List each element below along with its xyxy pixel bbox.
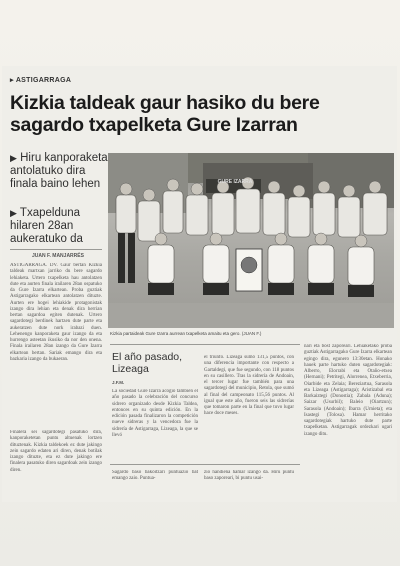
article-column-3-foot: zio handiena hamar izango da. Hiru puntu baso zaporeari, bi puntu usai- (204, 470, 294, 482)
subheadline-2-text: Txapelduna hilaren 28an aukeratuko da (10, 207, 83, 245)
subheadline-1 (10, 152, 110, 191)
subheadline-1-text: Hiru kanporaketa antolatuko dira finala baino lehen (10, 152, 108, 190)
divider (10, 249, 102, 250)
box-title-line-1: El año pasado, (112, 351, 183, 363)
group-photo (108, 153, 394, 328)
box-title-line-2: Lizeaga (112, 363, 149, 375)
headline (10, 92, 390, 136)
box-column-1: La sociedad Gure Izarra acogió también el año pasado la celebración del concurso sidrero organizado desde Kizkia Taldea, entonces en su quinta edición. En la edición pasada finalizaron la competición nueve sidreras y la vencedora fue la sidrería de Astigarraga, Lizeaga, la que se llevó (112, 389, 198, 438)
article-column-1: ASTIGARRAGA. DV. Gaur bertan Kizkia taldeak martxan jarriko du bere sagardo lehiaketa. Urtero txapelketa hau antolatzen dute eta aurten finala irailaren 28an ospatuko da Gure Izarra elkartean. Proba guztiak Astigarragako elkartean antolatzen dituzte. Aurten ere hogei lehiakide protagonistak izango dira lehian eta denak dira herrian bertan sagardoa egiten dutenak. Urtero sagardotegi berdinek hartzen dute parte eta aukeratzen dute nork irabazi duen. Lehenengo kanporaketa gaur izango da eta hurrengo asteetan ikusiko da nor den onena. Finala irailaren 28an izango da Gure Izarra elkartean bertan. Sariak emango dira eta bazkaria izango da bukaeran. (10, 263, 102, 362)
section-name: ASTIGARRAGA (15, 77, 72, 84)
photo-caption: Kizkia partaideak Gure Izarra aurrean txapelketa amaitu eta gero. (JUAN F.) (110, 331, 262, 336)
box-byline: J.F.M. (112, 380, 125, 385)
article-column-1-continued: Finalera sei sagardotegi pasatuko dira, kanporaketetan puntu altuenak lortzen dituztenak. Kizkia taldekoek ez dute jakingo zein sagardo edaten ari diren, denak botilak izango dituzte, eta ez dute jakingo ere finalera pasatuko diren sagardoak zein izango diren. (10, 430, 102, 473)
box-column-2: el triunfo. Lizeaga sumó 131,5 puntos, con una diferencia importante con respecto a Gartaldegi, que fue segundo, con 118 puntos en su casillero. Tras la sidrería de Andoain, el tercer lugar fue también para una sagardotegi del municipio, Retola, que sumó al final del campeonato 115,56 puntos. Al igual que este año, fueron seis las sidrerías que tomaron parte en la final que tuvo lugar hace doce meses. (204, 355, 294, 417)
box-rule-bottom (110, 464, 300, 465)
section-label: ▸ ASTIGARRAGA (10, 77, 72, 84)
article-column-2-foot: Sagardo baso bakoitzari puntuazio bat emango zaio. Puntua- (112, 470, 198, 482)
arrow-icon: ▶ (10, 153, 17, 163)
byline: JUAN F. MANJARRÉS (32, 253, 84, 259)
subheadline-2 (10, 207, 110, 246)
arrow-icon: ▶ (10, 208, 17, 218)
box-rule-top (110, 344, 300, 345)
headline-line-2: sagardo txapelketa Gure Izarran (10, 114, 298, 136)
photo-sign-text: GURE IZARRA (217, 179, 253, 185)
article-column-4: nari eta bost zaporeari. Lehiaketako proba guztiak Astigarragako Gure Izarra elkartean egingo dira, egunero 13:30etan. Honako hauek parte hartuko duten sagardotegiak: Alberro, Elorrabi eta Otaño-etxea (Hernani); Petritegi, Alorrenea, Etxeberria, Oiarbide eta Zelaia; Bereziartua, Sarasola eta Lizeaga (Astigarraga); Aristizabal eta Barkaiztegi (Donostia); Zabala (Aduna); Saizar (Usurbil); Baleio (Oiartzun); Sarasola (Andoain); Ibarra (Urnieta); eta Isastegi (Tolosa). Hamar herritako sagardotegiak hartuko dute parte txapelketan. Astigarragak ordezkari ugari izango ditu. (304, 344, 392, 437)
headline-line-1: Kizkia taldeak gaur hasiko du bere (10, 92, 320, 114)
